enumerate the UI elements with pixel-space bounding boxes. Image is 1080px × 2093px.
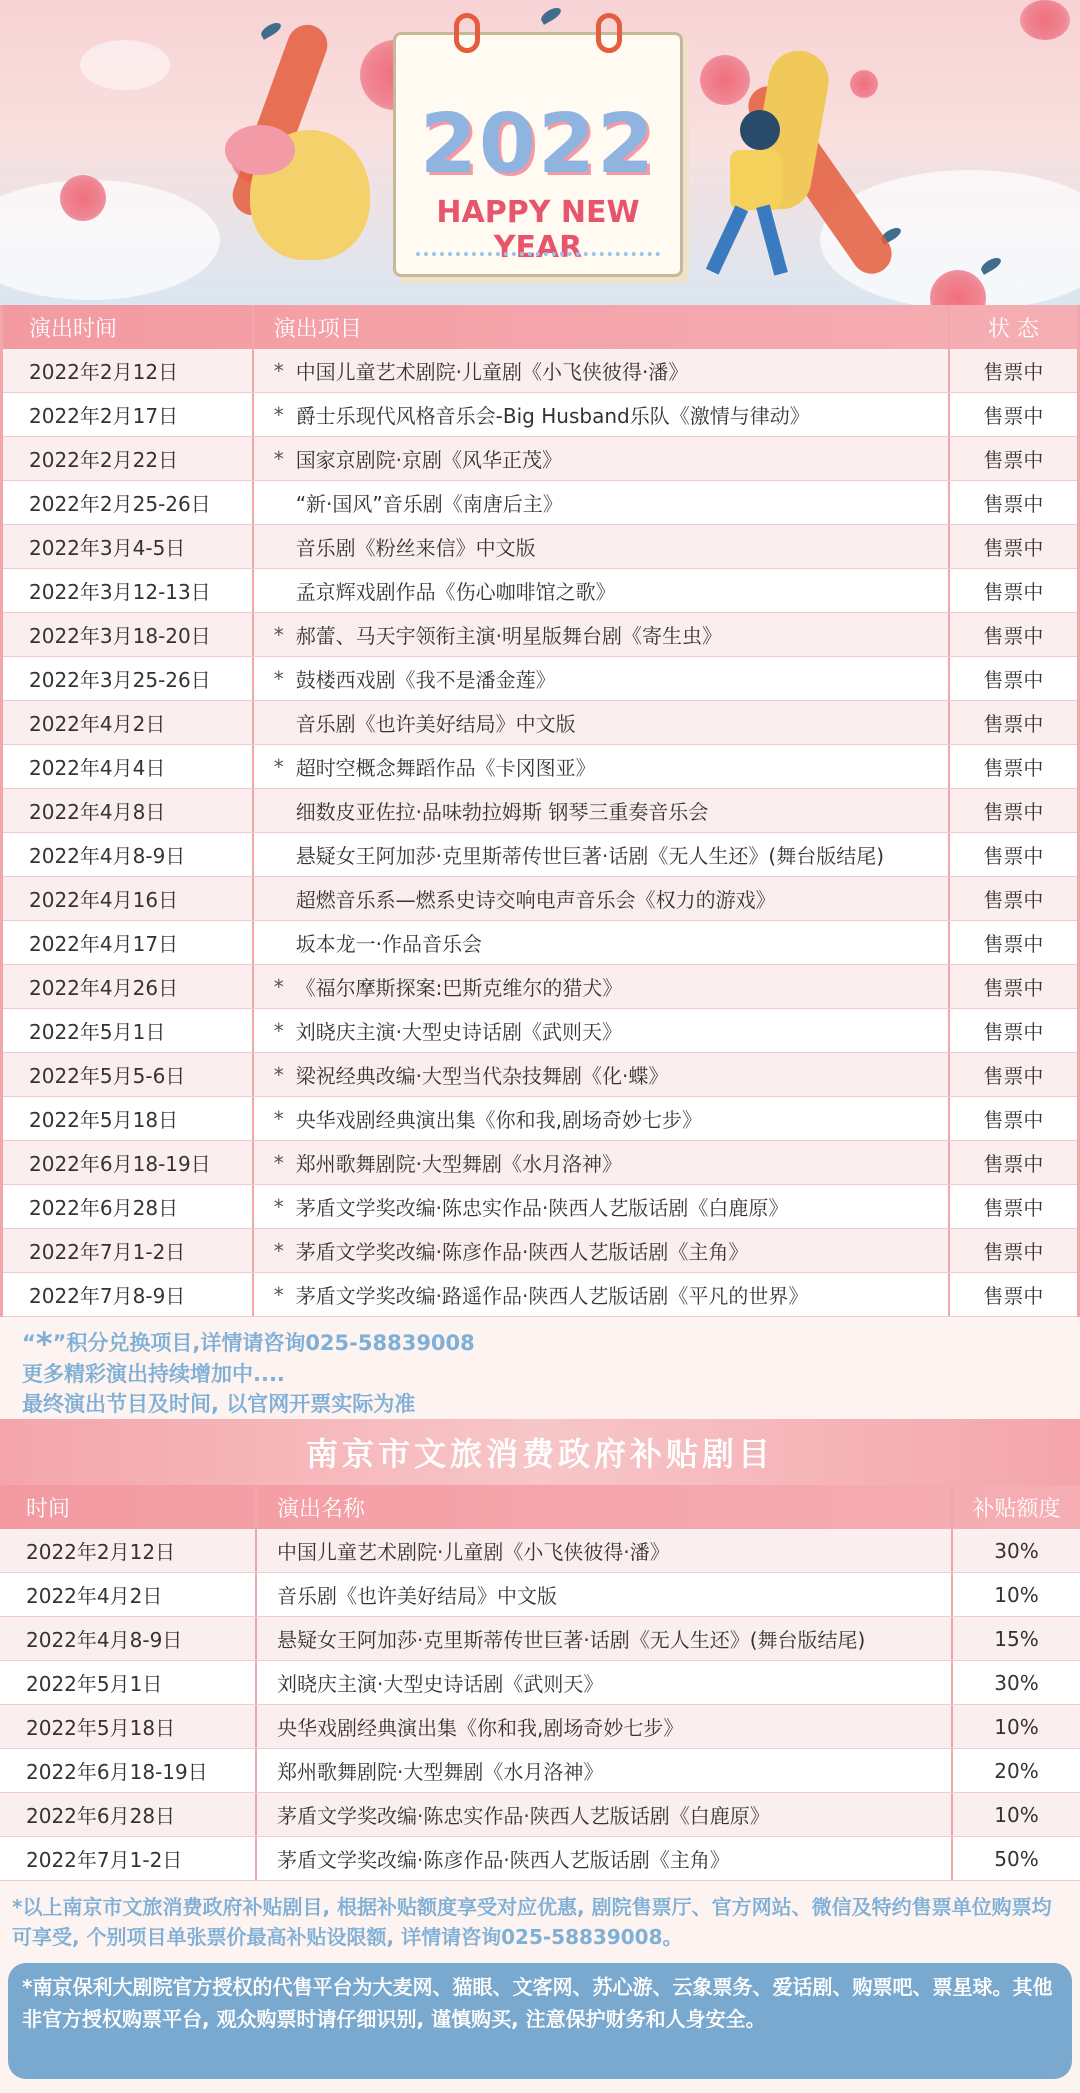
row-status: 售票中	[983, 1196, 1044, 1220]
program-name: 悬疑女王阿加莎·克里斯蒂传世巨著·话剧《无人生还》(舞台版结尾)	[295, 844, 885, 868]
header-time: 演出时间	[3, 305, 254, 349]
program-name: 茅盾文学奖改编·陈彦作品·陕西人艺版话剧《主角》	[295, 1240, 749, 1264]
table-row	[0, 1661, 1080, 1705]
row-date: 2022年4月2日	[0, 1573, 257, 1616]
row-date: 2022年4月17日	[3, 921, 254, 964]
row-program: 中国儿童艺术剧院·儿童剧《小飞侠彼得·潘》	[257, 1529, 953, 1572]
row-program	[254, 437, 950, 480]
leaf-icon	[259, 20, 283, 40]
schedule-notes	[22, 1325, 1062, 1419]
table-row	[3, 657, 1077, 701]
program-name: 音乐剧《粉丝来信》中文版	[295, 536, 536, 560]
row-program	[254, 657, 950, 700]
program-name: 梁祝经典改编·大型当代杂技舞剧《化·蝶》	[295, 1064, 669, 1088]
table-row	[0, 1705, 1080, 1749]
musician-body	[730, 150, 782, 210]
row-status: 售票中	[983, 756, 1044, 780]
table-row	[3, 701, 1077, 745]
row-date: 2022年6月18-19日	[0, 1749, 257, 1792]
schedule-table-header	[3, 305, 1077, 349]
row-program	[254, 1229, 950, 1272]
row-program	[254, 789, 950, 832]
table-row	[3, 1185, 1077, 1229]
calendar-illustration	[393, 32, 683, 277]
table-row	[3, 745, 1077, 789]
row-program: 音乐剧《也许美好结局》中文版	[257, 1573, 953, 1616]
program-name: 超时空概念舞蹈作品《卡冈图亚》	[295, 756, 596, 780]
row-status: 售票中	[983, 844, 1044, 868]
row-date: 2022年3月18-20日	[3, 613, 254, 656]
row-program	[254, 833, 950, 876]
star-icon: *	[273, 1194, 284, 1219]
cloud-shape	[80, 40, 170, 90]
row-date: 2022年4月2日	[3, 701, 254, 744]
row-date: 2022年7月1-2日	[0, 1837, 257, 1880]
row-date: 2022年6月18-19日	[3, 1141, 254, 1184]
program-name: 郑州歌舞剧院·大型舞剧《水月洛神》	[295, 1152, 623, 1176]
row-program	[254, 481, 950, 524]
musician-head	[740, 110, 780, 150]
row-program: 悬疑女王阿加莎·克里斯蒂传世巨著·话剧《无人生还》(舞台版结尾)	[257, 1617, 953, 1660]
row-date: 2022年3月4-5日	[3, 525, 254, 568]
row-date: 2022年2月12日	[0, 1529, 257, 1572]
row-status: 售票中	[983, 712, 1044, 736]
row-date: 2022年5月18日	[0, 1705, 257, 1748]
program-name: 国家京剧院·京剧《风华正茂》	[295, 448, 563, 472]
table-row	[3, 1009, 1077, 1053]
row-amount: 10%	[994, 1582, 1039, 1607]
row-date: 2022年6月28日	[3, 1185, 254, 1228]
row-date: 2022年4月8-9日	[0, 1617, 257, 1660]
table-row	[3, 525, 1077, 569]
row-amount: 30%	[994, 1670, 1039, 1695]
table-row	[3, 833, 1077, 877]
row-date: 2022年2月12日	[3, 349, 254, 392]
star-icon: *	[273, 402, 284, 427]
row-status: 售票中	[983, 536, 1044, 560]
table-row	[3, 437, 1077, 481]
table-row	[3, 393, 1077, 437]
subsidy-footnote: *以上南京市文旅消费政府补贴剧目, 根据补贴额度享受对应优惠, 剧院售票厅、官方网站、微信及特约售票单位购票均可享受, 个别项目单张票价最高补贴设限额, 详情请咨询025-58839008。	[12, 1895, 1052, 1949]
star-icon: *	[35, 1325, 53, 1363]
note-points-exchange: “*”积分兑换项目,详情请咨询025-58839008	[22, 1325, 475, 1363]
row-date: 2022年4月16日	[3, 877, 254, 920]
row-status: 售票中	[983, 580, 1044, 604]
flower-icon	[700, 55, 750, 105]
star-icon: *	[273, 1018, 284, 1043]
star-icon: *	[273, 666, 284, 691]
subsidy-table	[0, 1485, 1080, 1881]
table-row	[3, 569, 1077, 613]
row-program	[254, 1097, 950, 1140]
row-status: 售票中	[983, 1064, 1044, 1088]
mascot-hat-shape	[225, 125, 295, 175]
row-amount: 20%	[994, 1758, 1039, 1783]
row-status: 售票中	[983, 888, 1044, 912]
program-name: 爵士乐现代风格音乐会-Big Husband乐队《激情与律动》	[295, 404, 810, 428]
subsidy-title: 南京市文旅消费政府补贴剧目	[305, 1435, 774, 1473]
row-date: 2022年4月8日	[3, 789, 254, 832]
table-row	[3, 789, 1077, 833]
star-icon: *	[273, 1282, 284, 1307]
table-row	[0, 1749, 1080, 1793]
star-icon: *	[273, 974, 284, 999]
table-row	[3, 965, 1077, 1009]
header-amount: 补贴额度	[972, 1496, 1061, 1522]
table-row	[3, 613, 1077, 657]
row-status: 售票中	[983, 1240, 1044, 1264]
row-status: 售票中	[983, 1108, 1044, 1132]
table-row	[0, 1837, 1080, 1881]
program-name: 孟京辉戏剧作品《伤心咖啡馆之歌》	[295, 580, 616, 604]
table-row	[0, 1573, 1080, 1617]
program-name: “新·国风”音乐剧《南唐后主》	[295, 492, 563, 516]
star-icon: *	[273, 358, 284, 383]
row-status: 售票中	[983, 1020, 1044, 1044]
header-program: 演出项目	[254, 305, 950, 349]
header-time: 时间	[0, 1485, 257, 1529]
row-program	[254, 965, 950, 1008]
row-program	[254, 569, 950, 612]
row-program	[254, 921, 950, 964]
table-row	[3, 877, 1077, 921]
program-name: 刘晓庆主演·大型史诗话剧《武则天》	[295, 1020, 623, 1044]
row-status: 售票中	[983, 624, 1044, 648]
star-icon: *	[273, 1106, 284, 1131]
official-platform-notice	[8, 1963, 1072, 2079]
row-program	[254, 349, 950, 392]
row-amount: 30%	[994, 1538, 1039, 1563]
table-row	[0, 1617, 1080, 1661]
row-program: 郑州歌舞剧院·大型舞剧《水月洛神》	[257, 1749, 953, 1792]
program-name: 鼓楼西戏剧《我不是潘金莲》	[295, 668, 556, 692]
note-more-shows: 更多精彩演出持续增加中....	[22, 1362, 285, 1386]
flower-icon	[60, 175, 106, 221]
row-program	[254, 393, 950, 436]
program-name: 茅盾文学奖改编·路遥作品·陕西人艺版话剧《平凡的世界》	[295, 1284, 809, 1308]
row-amount: 15%	[994, 1626, 1039, 1651]
subsidy-title-band	[0, 1419, 1080, 1485]
table-row	[3, 349, 1077, 393]
musician-leg	[756, 204, 788, 275]
table-row	[3, 1053, 1077, 1097]
row-date: 2022年2月22日	[3, 437, 254, 480]
star-icon: *	[273, 754, 284, 779]
row-date: 2022年4月8-9日	[3, 833, 254, 876]
new-year-banner	[0, 0, 1080, 305]
program-name: 茅盾文学奖改编·陈忠实作品·陕西人艺版话剧《白鹿原》	[295, 1196, 789, 1220]
row-program: 茅盾文学奖改编·陈彦作品·陕西人艺版话剧《主角》	[257, 1837, 953, 1880]
star-icon: *	[273, 1062, 284, 1087]
row-program	[254, 525, 950, 568]
musician-leg	[706, 205, 748, 274]
row-program: 刘晓庆主演·大型史诗话剧《武则天》	[257, 1661, 953, 1704]
program-name: 超燃音乐系—燃系史诗交响电声音乐会《权力的游戏》	[295, 888, 776, 912]
row-program	[254, 1053, 950, 1096]
row-date: 2022年6月28日	[0, 1793, 257, 1836]
program-name: 《福尔摩斯探案:巴斯克维尔的猎犬》	[295, 976, 623, 1000]
table-row	[3, 1141, 1077, 1185]
row-program	[254, 613, 950, 656]
row-date: 2022年5月5-6日	[3, 1053, 254, 1096]
calendar-ring	[454, 13, 480, 53]
star-icon: *	[273, 446, 284, 471]
schedule-table	[0, 305, 1080, 1317]
table-row	[3, 1273, 1077, 1317]
row-status: 售票中	[983, 668, 1044, 692]
row-amount: 50%	[994, 1846, 1039, 1871]
table-row	[3, 921, 1077, 965]
header-status: 状 态	[987, 316, 1039, 342]
program-name: 坂本龙一·作品音乐会	[295, 932, 483, 956]
flower-icon	[850, 70, 878, 98]
row-status: 售票中	[983, 404, 1044, 428]
row-date: 2022年5月1日	[0, 1661, 257, 1704]
banner-greeting: HAPPY NEW YEAR	[436, 195, 640, 265]
row-date: 2022年2月17日	[3, 393, 254, 436]
row-date: 2022年4月4日	[3, 745, 254, 788]
row-program	[254, 877, 950, 920]
row-status: 售票中	[983, 360, 1044, 384]
notice-text: *南京保利大剧院官方授权的代售平台为大麦网、猫眼、文客网、苏心游、云象票务、爱话剧、购票吧、票星球。其他非官方授权购票平台, 观众购票时请仔细识别, 谨慎购买, 注意保护财务和人身安全。	[22, 1975, 1053, 2031]
row-date: 2022年5月1日	[3, 1009, 254, 1052]
star-icon: *	[273, 622, 284, 647]
row-date: 2022年7月8-9日	[3, 1273, 254, 1316]
flower-icon	[1020, 0, 1070, 40]
row-amount: 10%	[994, 1714, 1039, 1739]
row-program	[254, 1273, 950, 1316]
row-status: 售票中	[983, 448, 1044, 472]
table-row	[3, 481, 1077, 525]
row-program	[254, 1185, 950, 1228]
row-status: 售票中	[983, 932, 1044, 956]
row-date: 2022年2月25-26日	[3, 481, 254, 524]
row-date: 2022年3月12-13日	[3, 569, 254, 612]
row-date: 2022年4月26日	[3, 965, 254, 1008]
note-final-schedule: 最终演出节目及时间, 以官网开票实际为准	[22, 1392, 416, 1416]
row-program: 茅盾文学奖改编·陈忠实作品·陕西人艺版话剧《白鹿原》	[257, 1793, 953, 1836]
header-program: 演出名称	[257, 1485, 953, 1529]
row-program: 央华戏剧经典演出集《你和我,剧场奇妙七步》	[257, 1705, 953, 1748]
cloud-shape	[0, 180, 220, 300]
row-status: 售票中	[983, 800, 1044, 824]
row-date: 2022年5月18日	[3, 1097, 254, 1140]
program-name: 音乐剧《也许美好结局》中文版	[295, 712, 576, 736]
row-date: 2022年7月1-2日	[3, 1229, 254, 1272]
row-amount: 10%	[994, 1802, 1039, 1827]
calendar-ring	[596, 13, 622, 53]
program-name: 央华戏剧经典演出集《你和我,剧场奇妙七步》	[295, 1108, 703, 1132]
row-program	[254, 745, 950, 788]
table-row	[0, 1793, 1080, 1837]
row-status: 售票中	[983, 1152, 1044, 1176]
table-row	[3, 1097, 1077, 1141]
row-program	[254, 701, 950, 744]
row-status: 售票中	[983, 1284, 1044, 1308]
row-status: 售票中	[983, 976, 1044, 1000]
star-icon: *	[273, 1150, 284, 1175]
row-program	[254, 1141, 950, 1184]
banner-year: 2022	[419, 97, 657, 192]
row-program	[254, 1009, 950, 1052]
row-date: 2022年3月25-26日	[3, 657, 254, 700]
table-row	[0, 1529, 1080, 1573]
table-row	[3, 1229, 1077, 1273]
program-name: 郝蕾、马天宇领衔主演·明星版舞台剧《寄生虫》	[295, 624, 723, 648]
program-name: 细数皮亚佐拉·品味勃拉姆斯 钢琴三重奏音乐会	[295, 800, 709, 824]
star-icon: *	[273, 1238, 284, 1263]
program-name: 中国儿童艺术剧院·儿童剧《小飞侠彼得·潘》	[295, 360, 689, 384]
subsidy-table-header	[0, 1485, 1080, 1529]
row-status: 售票中	[983, 492, 1044, 516]
